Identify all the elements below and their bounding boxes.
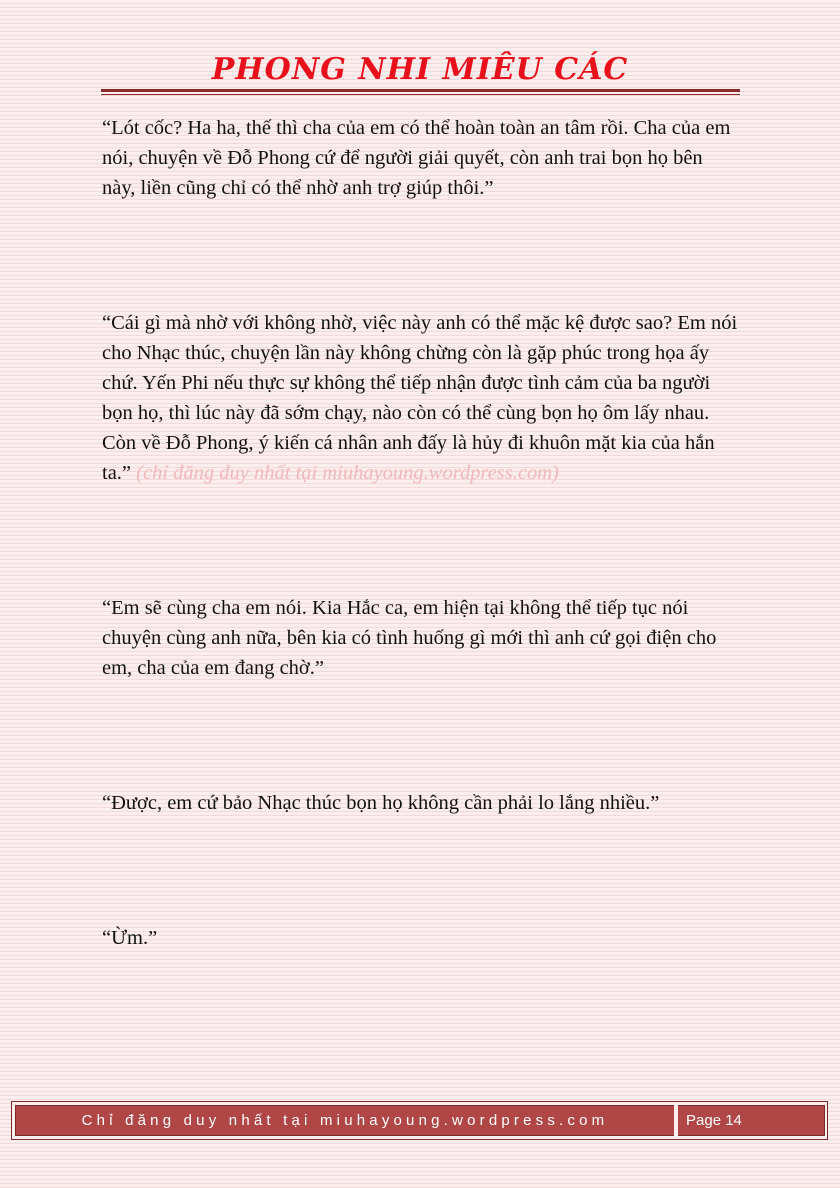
page-number: Page 14	[686, 1112, 742, 1129]
paragraph-text: “Được, em cứ bảo Nhạc thúc bọn họ không cần phải lo lắng nhiều.”	[102, 792, 660, 814]
paragraph-1	[102, 113, 738, 203]
watermark-note: (chỉ đăng duy nhất tại miuhayoung.wordpress.com)	[136, 462, 559, 484]
paragraph-2	[102, 308, 738, 488]
header-rule-thin	[101, 94, 740, 95]
footer-text: Chỉ đăng duy nhất tại miuhayoung.wordpress.com	[81, 1112, 609, 1129]
header-rule	[101, 89, 740, 92]
paragraph-3	[102, 593, 738, 683]
footer-divider	[674, 1105, 678, 1136]
page-header-title: PHONG NHI MIÊU CÁC	[211, 52, 629, 87]
paragraph-text: “Em sẽ cùng cha em nói. Kia Hắc ca, em hiện tại không thể tiếp tục nói chuyện cùng anh nữa, bên kia có tình huống gì mới thì anh cứ gọi điện cho em, cha của em đang chờ.”	[102, 597, 717, 679]
paragraph-4	[102, 788, 738, 818]
paragraph-text: “Ừm.”	[102, 927, 158, 949]
paragraph-text: “Lót cốc? Ha ha, thế thì cha của em có thể hoàn toàn an tâm rồi. Cha của em nói, chuyện về Đỗ Phong cứ để người giải quyết, còn anh trai bọn họ bên này, liền cũng chỉ có thể nhờ anh trợ giúp thôi.”	[102, 117, 731, 199]
page-content	[102, 113, 738, 953]
paragraph-5	[102, 923, 738, 953]
paragraph-text: “Cái gì mà nhờ với không nhờ, việc này anh có thể mặc kệ được sao? Em nói cho Nhạc thúc, chuyện lần này không chừng còn là gặp phúc trong họa ấy chứ. Yến Phi nếu thực sự không thể tiếp nhận được tình cảm của ba người bọn họ, thì lúc này đã sớm chạy, nào còn có thể cùng bọn họ ôm lấy nhau. Còn về Đỗ Phong, ý kiến cá nhân anh đấy là hủy đi khuôn mặt kia của hắn ta.”	[102, 312, 738, 484]
